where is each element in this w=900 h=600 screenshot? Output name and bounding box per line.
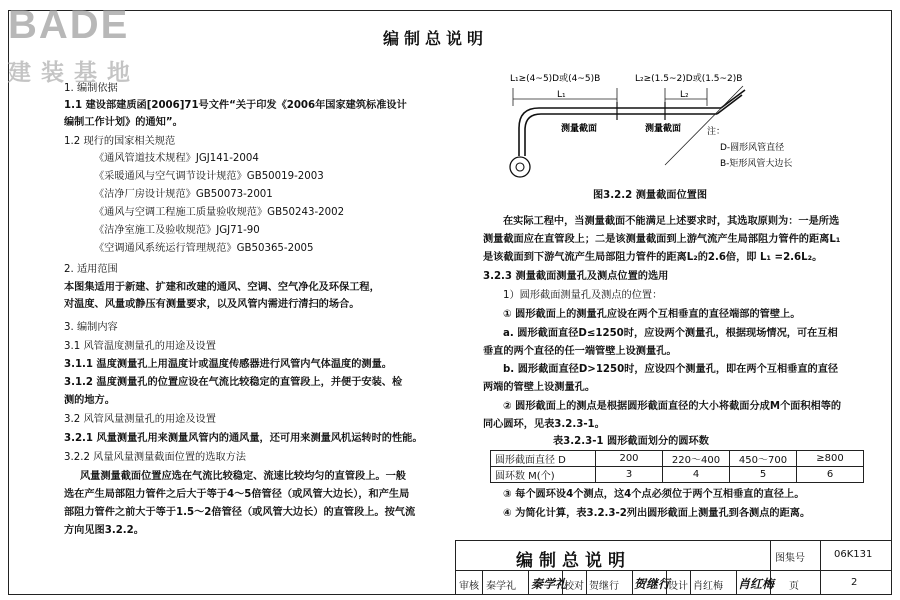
text-line: 3.1 风管温度测量孔的用途及设置 [64,341,216,352]
table-cell: 6 [797,467,864,483]
spec-item: 《洁净厂房设计规范》GB50073-2001 [94,189,273,200]
design-label: 设计 [668,581,688,592]
title-block [455,540,891,594]
text-line: 部阻力管件之前大于等于1.5～2倍管径（或风管大边长）的直管段上。按气流 [64,507,416,518]
text-line: ④ 为简化计算，表3.2.3-2列出圆形截面上测量孔到各测点的距离。 [503,508,811,519]
divider [770,541,771,570]
table-cell: 3 [596,467,663,483]
section-label: 测量截面 [645,124,682,134]
table-cell: ≥800 [797,451,864,467]
fan-icon [510,157,530,177]
atlas-label: 图集号 [775,553,805,564]
section-1-heading: 1. 编制依据 [64,83,118,94]
watermark-subtitle: 建装基地 [8,60,140,86]
note-d: D-圆形风管直径 [720,143,785,153]
title-block-title: 编制总说明 [516,551,631,571]
divider [820,571,821,594]
text-line: ① 圆形截面上的测量孔应设在两个互相垂直的直径端部的管壁上。 [503,309,801,320]
divider [586,571,587,594]
l2-requirement-label: L₂≥(1.5~2)D或(1.5~2)B [635,74,743,84]
text-line: 风量测量截面位置应选在气流比较稳定、流速比较均匀的直管段上。一般 [80,471,406,482]
text-line: 3.2 风管风量测量孔的用途及设置 [64,414,216,425]
text-line: 垂直的两个直径的任一端管壁上设测量孔。 [483,346,677,357]
page-label: 页 [789,581,799,592]
text-line: a. 圆形截面直径D≤1250时，应设两个测量孔，根据现场情况，可在互相 [503,328,838,339]
divider [690,571,691,594]
checker-name: 贺继行 [589,581,619,592]
table-row [491,467,864,483]
spec-item: 《通风管道技术规程》JGJ141-2004 [94,153,259,164]
l2-label: L₂ [680,90,689,100]
divider [820,541,821,570]
table-row-header: 圆环数 M(个) [491,467,596,483]
designer-name: 肖红梅 [693,581,723,592]
text-line: 编制工作计划》的通知”。 [64,117,183,128]
designer-signature: 肖红梅 [738,577,775,591]
text-line: 方向见图3.2.2。 [64,525,144,536]
measurement-section-diagram [495,68,795,196]
text-line: 本图集适用于新建、扩建和改建的通风、空调、空气净化及环保工程， [64,282,380,293]
spec-item: 《采暖通风与空气调节设计规范》GB50019-2003 [94,171,324,182]
text-line: 1）圆形截面测量孔及测点的位置： [503,290,663,301]
duct-upper-wall [519,108,721,156]
text-line: 3.2.2 风量风量测量截面位置的选取方法 [64,452,246,463]
divider [482,571,483,594]
table-caption: 表3.2.3-1 圆形截面划分的圆环数 [553,436,709,447]
figure-caption: 图3.2.2 测量截面位置图 [593,190,708,201]
reviewer-signature: 秦学礼 [531,577,568,591]
duct-bend [717,95,742,114]
check-label: 校对 [564,581,584,592]
text-line: b. 圆形截面直径D>1250时，应设四个测量孔，即在两个互相垂直的直径 [503,364,839,375]
section-2-heading: 2. 适用范围 [64,264,118,275]
table-cell: 5 [730,467,797,483]
spec-item: 《洁净室施工及验收规范》JGJ71-90 [94,225,260,236]
table-row [491,451,864,467]
text-line: ③ 每个圆环设4个测点，这4个点必须位于两个互相垂直的直径上。 [503,489,805,500]
text-line: ② 圆形截面上的测点是根据圆形截面直径的大小将截面分成M个面积相等的 [503,401,842,412]
divider [632,571,633,594]
text-line: 同心圆环，见表3.2.3-1。 [483,419,605,430]
text-line: 选在产生局部阻力管件之后大于等于4～5倍管径（或风管大边长），和产生局 [64,489,410,500]
note-heading: 注： [707,127,726,137]
text-line: 3.1.2 温度测量孔的位置应设在气流比较稳定的直管段上，并便于安装、检 [64,377,403,388]
text-line: 3.2.1 风量测量孔用来测量风管内的通风量，还可用来测量风机运转时的性能。 [64,433,423,444]
text-line: 是该截面到下游气流产生局部阻力管件的距离L₂的2.6倍，即 L₁ =2.6L₂。 [483,252,823,263]
text-line: 测量截面应在直管段上；二是该测量截面到上游气流产生局部阻力管件的距离L₁ [483,234,841,245]
text-line: 测的地方。 [64,395,115,406]
l1-label: L₁ [557,90,566,100]
section-1-2-heading: 1.2 现行的国家相关规范 [64,136,176,147]
reviewer-name: 秦学礼 [486,581,516,592]
atlas-number: 06K131 [834,549,873,560]
page-title: 编制总说明 [383,29,489,48]
review-label: 审核 [459,581,479,592]
table-cell: 450～700 [730,451,797,467]
text-line: 对温度、风量或静压有测量要求，以及风管内需进行清扫的场合。 [64,299,360,310]
note-b: B-矩形风管大边长 [720,159,793,169]
spec-item: 《通风与空调工程施工质量验收规范》GB50243-2002 [94,207,345,218]
table-cell: 4 [663,467,730,483]
text-line: 3.1.1 温度测量孔上用温度计或温度传感器进行风管内气体温度的测量。 [64,359,392,370]
text-line: 1.1 建设部建质函[2006]71号文件“关于印发《2006年国家建筑标准设计 [64,100,407,111]
duct-lower-wall [525,114,717,156]
text-line: 两端的管壁上设测量孔。 [483,382,596,393]
l1-requirement-label: L₁≥(4~5)D或(4~5)B [510,74,601,84]
duct-bend [721,90,745,108]
watermark-brand: BADE [8,3,130,47]
divider [736,571,737,594]
ring-division-table [490,450,864,483]
section-label: 测量截面 [561,124,598,134]
table-cell: 220～400 [663,451,730,467]
text-line: 在实际工程中，当测量截面不能满足上述要求时，其选取原则为：一是所选 [503,216,840,227]
checker-signature: 贺继行 [634,577,671,591]
table-row-header: 圆形截面直径 D [491,451,596,467]
spec-item: 《空调通风系统运行管理规范》GB50365-2005 [94,243,314,254]
divider [528,571,529,594]
table-cell: 200 [596,451,663,467]
section-3-heading: 3. 编制内容 [64,322,118,333]
page-number: 2 [851,577,858,588]
fan-hub-icon [516,163,524,171]
section-heading: 3.2.3 测量截面测量孔及测点位置的选用 [483,271,669,282]
